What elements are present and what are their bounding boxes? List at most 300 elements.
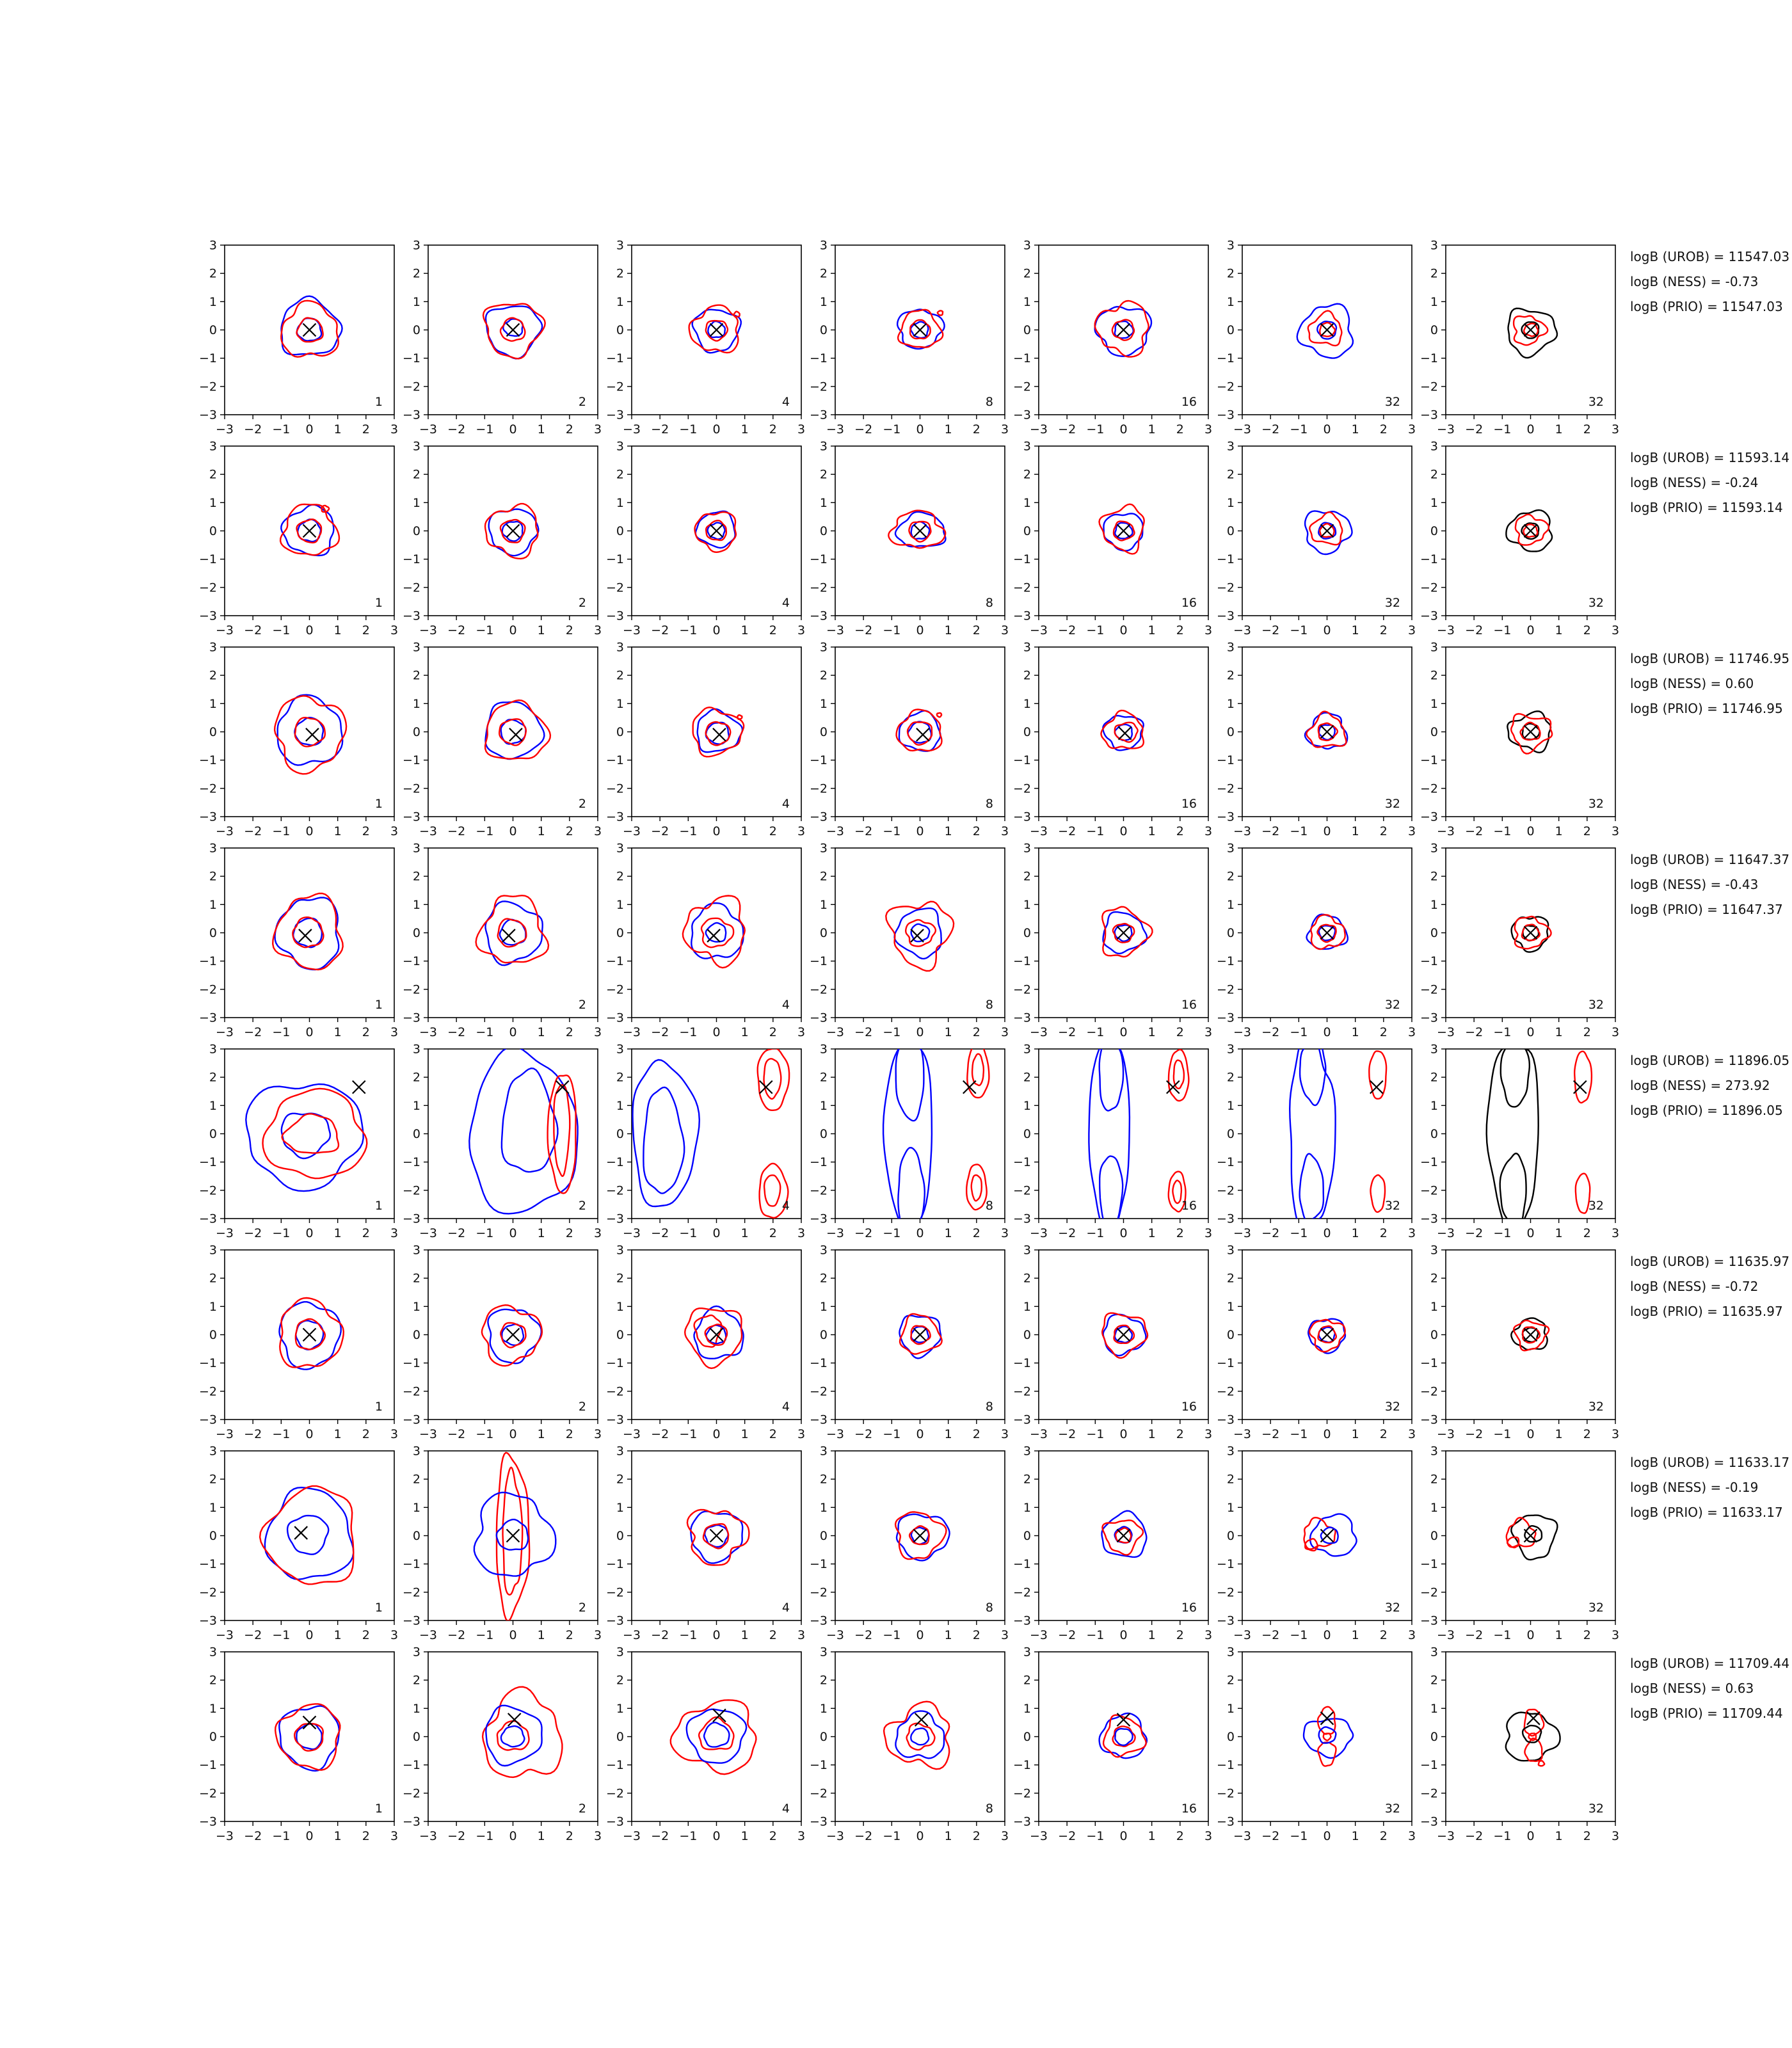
subplot-canvas bbox=[390, 1441, 608, 1651]
x-tick-label: 3 bbox=[797, 623, 806, 637]
x-tick-label: 3 bbox=[1000, 1628, 1009, 1642]
y-tick-label: 0 bbox=[412, 725, 420, 739]
subplot-canvas bbox=[390, 236, 608, 445]
x-tick-label: 3 bbox=[1407, 422, 1416, 436]
subplot-r4-c1 bbox=[186, 838, 404, 1048]
y-tick-label: 3 bbox=[1023, 640, 1031, 655]
x-tick-label: 0 bbox=[1323, 623, 1331, 637]
subplot-canvas bbox=[1000, 637, 1219, 847]
y-tick-label: 2 bbox=[209, 1673, 217, 1688]
row-annotations-r7 bbox=[1630, 1451, 1792, 1620]
x-tick-label: −1 bbox=[883, 1025, 901, 1039]
logb-urob-label: logB (UROB) = 11547.03 bbox=[1630, 249, 1790, 264]
x-tick-label: 1 bbox=[1351, 1427, 1359, 1441]
y-tick-label: −3 bbox=[1012, 1412, 1031, 1427]
x-tick-label: −1 bbox=[476, 422, 494, 436]
y-tick-label: 3 bbox=[209, 439, 217, 454]
y-tick-label: −3 bbox=[1216, 1212, 1235, 1226]
y-tick-label: 3 bbox=[1226, 640, 1235, 655]
y-tick-label: 3 bbox=[616, 841, 624, 856]
subplot-r4-c6 bbox=[1204, 838, 1422, 1048]
y-tick-label: 1 bbox=[1226, 1500, 1235, 1515]
x-tick-label: −2 bbox=[854, 1025, 873, 1039]
subplot-r3-c7 bbox=[1407, 637, 1626, 847]
subplot-canvas bbox=[1204, 838, 1422, 1048]
y-tick-label: 1 bbox=[1226, 1098, 1235, 1113]
subplot-canvas bbox=[797, 1240, 1015, 1450]
y-tick-label: 2 bbox=[1023, 869, 1031, 884]
subplot-canvas bbox=[797, 838, 1015, 1048]
subplot-canvas bbox=[1000, 838, 1219, 1048]
x-tick-label: 3 bbox=[1000, 1025, 1009, 1039]
x-tick-label: −1 bbox=[679, 824, 698, 838]
subplot-r5-c2 bbox=[390, 1039, 608, 1249]
y-tick-label: 2 bbox=[412, 668, 420, 683]
corner-label: 32 bbox=[1384, 1601, 1400, 1615]
x-tick-label: 1 bbox=[1351, 422, 1359, 436]
y-tick-label: −2 bbox=[809, 1183, 828, 1198]
y-tick-label: 2 bbox=[412, 869, 420, 884]
x-tick-label: −2 bbox=[1261, 1025, 1280, 1039]
x-tick-label: −3 bbox=[419, 623, 438, 637]
y-tick-label: −2 bbox=[1012, 1183, 1031, 1198]
x-tick-label: −2 bbox=[854, 824, 873, 838]
y-tick-label: −2 bbox=[1012, 580, 1031, 595]
axes-frame bbox=[632, 1049, 801, 1219]
x-tick-label: −3 bbox=[826, 623, 845, 637]
x-tick-label: −2 bbox=[244, 623, 262, 637]
subplot-canvas bbox=[1407, 1240, 1626, 1450]
y-tick-label: 0 bbox=[209, 725, 217, 739]
x-tick-label: −1 bbox=[1086, 1226, 1105, 1240]
y-tick-label: 3 bbox=[819, 841, 828, 856]
y-tick-label: 2 bbox=[1023, 266, 1031, 281]
axes-frame bbox=[1446, 1652, 1615, 1821]
x-tick-label: 3 bbox=[593, 1628, 602, 1642]
y-tick-label: −1 bbox=[809, 552, 828, 567]
x-tick-label: 1 bbox=[944, 1025, 952, 1039]
x-tick-label: −3 bbox=[1233, 623, 1252, 637]
x-tick-label: 0 bbox=[712, 1829, 721, 1843]
corner-label: 32 bbox=[1384, 596, 1400, 610]
y-tick-label: 0 bbox=[616, 524, 624, 538]
x-tick-label: −1 bbox=[1493, 1829, 1512, 1843]
y-tick-label: −1 bbox=[605, 552, 624, 567]
y-tick-label: 2 bbox=[1226, 1070, 1235, 1085]
y-tick-label: −3 bbox=[1216, 810, 1235, 824]
y-tick-label: −1 bbox=[1420, 1356, 1438, 1371]
y-tick-label: 3 bbox=[1226, 1042, 1235, 1057]
x-tick-label: 2 bbox=[1379, 422, 1388, 436]
x-tick-label: 1 bbox=[1148, 1628, 1156, 1642]
y-tick-label: −3 bbox=[402, 1011, 420, 1025]
x-tick-label: −3 bbox=[1436, 824, 1455, 838]
y-tick-label: −1 bbox=[198, 552, 217, 567]
subplot-canvas bbox=[1407, 1441, 1626, 1651]
x-tick-label: 0 bbox=[509, 623, 517, 637]
y-tick-label: −3 bbox=[1420, 810, 1438, 824]
y-tick-label: −1 bbox=[809, 351, 828, 366]
y-tick-label: 2 bbox=[616, 869, 624, 884]
x-tick-label: 0 bbox=[1526, 623, 1535, 637]
y-tick-label: 1 bbox=[1430, 696, 1438, 711]
x-tick-label: 3 bbox=[1407, 1628, 1416, 1642]
x-tick-label: −3 bbox=[1029, 1427, 1048, 1441]
y-tick-label: −3 bbox=[605, 1613, 624, 1628]
x-tick-label: −1 bbox=[272, 1025, 291, 1039]
subplot-canvas bbox=[186, 637, 404, 847]
x-tick-label: 1 bbox=[537, 623, 545, 637]
x-tick-label: −1 bbox=[1290, 1427, 1308, 1441]
y-tick-label: 0 bbox=[1430, 1529, 1438, 1543]
y-tick-label: 3 bbox=[616, 238, 624, 253]
y-tick-label: 0 bbox=[1023, 323, 1031, 337]
x-tick-label: −1 bbox=[1290, 824, 1308, 838]
x-tick-label: −1 bbox=[272, 1628, 291, 1642]
subplot-r7-c3 bbox=[593, 1441, 812, 1651]
subplot-r6-c1 bbox=[186, 1240, 404, 1450]
y-tick-label: 1 bbox=[1023, 1500, 1031, 1515]
y-tick-label: 1 bbox=[1430, 1500, 1438, 1515]
y-tick-label: −3 bbox=[809, 1011, 828, 1025]
x-tick-label: −1 bbox=[679, 1226, 698, 1240]
y-tick-label: 1 bbox=[616, 495, 624, 510]
x-tick-label: 0 bbox=[305, 1226, 314, 1240]
y-tick-label: 1 bbox=[1023, 1098, 1031, 1113]
x-tick-label: 0 bbox=[712, 623, 721, 637]
x-tick-label: 3 bbox=[1611, 824, 1620, 838]
subplot-r4-c5 bbox=[1000, 838, 1219, 1048]
y-tick-label: −1 bbox=[1216, 753, 1235, 768]
x-tick-label: 0 bbox=[1323, 1025, 1331, 1039]
x-tick-label: 3 bbox=[797, 1628, 806, 1642]
x-tick-label: 3 bbox=[797, 1829, 806, 1843]
x-tick-label: −1 bbox=[476, 623, 494, 637]
x-tick-label: −1 bbox=[1493, 1025, 1512, 1039]
y-tick-label: −1 bbox=[605, 351, 624, 366]
x-tick-label: 1 bbox=[1148, 422, 1156, 436]
y-tick-label: −2 bbox=[402, 380, 420, 394]
x-tick-label: −1 bbox=[272, 824, 291, 838]
x-tick-label: −2 bbox=[854, 1427, 873, 1441]
x-tick-label: 2 bbox=[362, 1226, 370, 1240]
y-tick-label: 2 bbox=[616, 1070, 624, 1085]
y-tick-label: 0 bbox=[1430, 1730, 1438, 1744]
x-tick-label: 1 bbox=[740, 1427, 749, 1441]
logb-urob-label: logB (UROB) = 11746.95 bbox=[1630, 651, 1790, 666]
y-tick-label: −2 bbox=[1420, 380, 1438, 394]
subplot-canvas bbox=[797, 1642, 1015, 1852]
subplot-r5-c3 bbox=[593, 1039, 812, 1249]
x-tick-label: −3 bbox=[1029, 1025, 1048, 1039]
x-tick-label: −1 bbox=[1086, 1628, 1105, 1642]
y-tick-label: −1 bbox=[1420, 1155, 1438, 1170]
subplot-canvas bbox=[593, 236, 812, 445]
x-tick-label: −2 bbox=[447, 1025, 466, 1039]
y-tick-label: 0 bbox=[616, 1127, 624, 1141]
x-tick-label: 2 bbox=[972, 1628, 980, 1642]
x-tick-label: 1 bbox=[1555, 1226, 1563, 1240]
y-tick-label: −3 bbox=[402, 609, 420, 623]
x-tick-label: 3 bbox=[1407, 623, 1416, 637]
x-tick-label: −3 bbox=[1029, 422, 1048, 436]
y-tick-label: 2 bbox=[1226, 1271, 1235, 1286]
y-tick-label: −3 bbox=[402, 1412, 420, 1427]
y-tick-label: 2 bbox=[1430, 1673, 1438, 1688]
y-tick-label: 2 bbox=[616, 1472, 624, 1487]
y-tick-label: 3 bbox=[209, 640, 217, 655]
logb-prio-label: logB (PRIO) = 11709.44 bbox=[1630, 1706, 1783, 1721]
x-tick-label: −3 bbox=[215, 422, 234, 436]
x-tick-label: 3 bbox=[1611, 1628, 1620, 1642]
subplot-canvas bbox=[1204, 1441, 1422, 1651]
x-tick-label: −1 bbox=[476, 1628, 494, 1642]
x-tick-label: −3 bbox=[826, 1427, 845, 1441]
x-tick-label: 0 bbox=[305, 1829, 314, 1843]
subplot-r6-c3 bbox=[593, 1240, 812, 1450]
x-tick-label: 1 bbox=[944, 1427, 952, 1441]
y-tick-label: −3 bbox=[1420, 408, 1438, 422]
x-tick-label: 2 bbox=[1583, 1025, 1591, 1039]
x-tick-label: −1 bbox=[679, 623, 698, 637]
subplot-canvas bbox=[593, 838, 812, 1048]
corner-label: 2 bbox=[578, 395, 586, 409]
x-tick-label: 1 bbox=[1351, 1628, 1359, 1642]
y-tick-label: −3 bbox=[402, 1814, 420, 1829]
y-tick-label: 2 bbox=[1430, 869, 1438, 884]
logb-ness-label: logB (NESS) = -0.19 bbox=[1630, 1480, 1759, 1495]
subplot-r7-c7 bbox=[1407, 1441, 1626, 1651]
x-tick-label: 0 bbox=[1323, 1427, 1331, 1441]
logb-prio-label: logB (PRIO) = 11633.17 bbox=[1630, 1505, 1783, 1520]
y-tick-label: 1 bbox=[1430, 294, 1438, 309]
x-tick-label: 1 bbox=[1351, 623, 1359, 637]
y-tick-label: −3 bbox=[198, 1814, 217, 1829]
y-tick-label: 1 bbox=[209, 897, 217, 912]
x-tick-label: −3 bbox=[826, 1226, 845, 1240]
x-tick-label: −2 bbox=[1465, 1628, 1484, 1642]
y-tick-label: 3 bbox=[209, 1243, 217, 1258]
y-tick-label: 2 bbox=[1023, 1070, 1031, 1085]
y-tick-label: −3 bbox=[1420, 1613, 1438, 1628]
corner-label: 4 bbox=[781, 1802, 790, 1816]
y-tick-label: 1 bbox=[819, 1701, 828, 1716]
x-tick-label: 2 bbox=[769, 623, 777, 637]
subplot-r1-c2 bbox=[390, 236, 608, 445]
x-tick-label: 1 bbox=[1148, 1829, 1156, 1843]
subplot-r5-c5 bbox=[1000, 1039, 1219, 1249]
y-tick-label: 2 bbox=[616, 668, 624, 683]
y-tick-label: −2 bbox=[1012, 1384, 1031, 1399]
x-tick-label: −1 bbox=[883, 1628, 901, 1642]
x-tick-label: 3 bbox=[593, 422, 602, 436]
y-tick-label: 0 bbox=[1023, 1127, 1031, 1141]
x-tick-label: −2 bbox=[651, 824, 669, 838]
x-tick-label: 2 bbox=[1379, 1427, 1388, 1441]
corner-label: 32 bbox=[1384, 1400, 1400, 1414]
x-tick-label: −2 bbox=[447, 422, 466, 436]
y-tick-label: 1 bbox=[819, 1098, 828, 1113]
x-tick-label: 3 bbox=[1204, 1226, 1213, 1240]
x-tick-label: 1 bbox=[537, 1025, 545, 1039]
x-tick-label: 2 bbox=[1379, 623, 1388, 637]
subplot-r2-c1 bbox=[186, 436, 404, 646]
x-tick-label: 3 bbox=[1611, 623, 1620, 637]
y-tick-label: 3 bbox=[1023, 1444, 1031, 1459]
x-tick-label: 3 bbox=[1407, 824, 1416, 838]
y-tick-label: −2 bbox=[1012, 1585, 1031, 1600]
y-tick-label: 3 bbox=[412, 238, 420, 253]
x-tick-label: 0 bbox=[916, 824, 924, 838]
y-tick-label: −2 bbox=[1216, 982, 1235, 997]
y-tick-label: −3 bbox=[198, 408, 217, 422]
y-tick-label: 1 bbox=[412, 1701, 420, 1716]
subplot-r4-c3 bbox=[593, 838, 812, 1048]
y-tick-label: −3 bbox=[1216, 1011, 1235, 1025]
y-tick-label: 2 bbox=[819, 869, 828, 884]
subplot-r6-c2 bbox=[390, 1240, 608, 1450]
x-tick-label: −2 bbox=[854, 1829, 873, 1843]
x-tick-label: −2 bbox=[1261, 1829, 1280, 1843]
x-tick-label: −2 bbox=[1261, 422, 1280, 436]
axes-frame bbox=[428, 848, 598, 1018]
corner-label: 1 bbox=[374, 998, 383, 1012]
y-tick-label: 1 bbox=[412, 1299, 420, 1314]
corner-label: 8 bbox=[985, 797, 993, 811]
x-tick-label: −2 bbox=[447, 623, 466, 637]
y-tick-label: 0 bbox=[616, 323, 624, 337]
x-tick-label: 1 bbox=[1555, 1427, 1563, 1441]
y-tick-label: 2 bbox=[1226, 869, 1235, 884]
subplot-r4-c7 bbox=[1407, 838, 1626, 1048]
x-tick-label: −2 bbox=[854, 1628, 873, 1642]
corner-label: 8 bbox=[985, 1601, 993, 1615]
y-tick-label: −3 bbox=[1216, 609, 1235, 623]
x-tick-label: 1 bbox=[740, 824, 749, 838]
x-tick-label: 1 bbox=[944, 824, 952, 838]
x-tick-label: −3 bbox=[1436, 1427, 1455, 1441]
x-tick-label: 2 bbox=[769, 1025, 777, 1039]
corner-label: 4 bbox=[781, 797, 790, 811]
y-tick-label: 0 bbox=[412, 1529, 420, 1543]
y-tick-label: −2 bbox=[1216, 1585, 1235, 1600]
y-tick-label: −3 bbox=[605, 1814, 624, 1829]
subplot-r3-c6 bbox=[1204, 637, 1422, 847]
x-tick-label: −2 bbox=[1058, 1226, 1076, 1240]
x-tick-label: 2 bbox=[565, 1628, 573, 1642]
y-tick-label: 3 bbox=[412, 1243, 420, 1258]
y-tick-label: 0 bbox=[412, 524, 420, 538]
x-tick-label: −3 bbox=[1436, 422, 1455, 436]
corner-label: 1 bbox=[374, 395, 383, 409]
corner-label: 8 bbox=[985, 998, 993, 1012]
y-tick-label: −1 bbox=[605, 753, 624, 768]
x-tick-label: 0 bbox=[1526, 1427, 1535, 1441]
y-tick-label: 2 bbox=[1430, 1472, 1438, 1487]
y-tick-label: 1 bbox=[1023, 495, 1031, 510]
y-tick-label: −2 bbox=[605, 1384, 624, 1399]
subplot-canvas bbox=[1000, 436, 1219, 646]
subplot-canvas bbox=[593, 1441, 812, 1651]
x-tick-label: 0 bbox=[916, 422, 924, 436]
x-tick-label: 1 bbox=[537, 1226, 545, 1240]
axes-frame bbox=[835, 1652, 1005, 1821]
y-tick-label: 3 bbox=[616, 1243, 624, 1258]
subplot-canvas bbox=[797, 1039, 1015, 1249]
logb-ness-label: logB (NESS) = -0.73 bbox=[1630, 274, 1759, 289]
subplot-canvas bbox=[390, 1240, 608, 1450]
y-tick-label: 2 bbox=[1430, 1271, 1438, 1286]
y-tick-label: 1 bbox=[1023, 897, 1031, 912]
x-tick-label: −3 bbox=[622, 1829, 641, 1843]
y-tick-label: 3 bbox=[616, 1645, 624, 1660]
y-tick-label: −3 bbox=[402, 408, 420, 422]
y-tick-label: 0 bbox=[209, 1328, 217, 1342]
x-tick-label: 0 bbox=[712, 1427, 721, 1441]
corner-label: 2 bbox=[578, 1199, 586, 1213]
y-tick-label: 1 bbox=[412, 495, 420, 510]
subplot-canvas bbox=[390, 637, 608, 847]
x-tick-label: −1 bbox=[272, 623, 291, 637]
y-tick-label: 3 bbox=[819, 1042, 828, 1057]
x-tick-label: −3 bbox=[1436, 1025, 1455, 1039]
x-tick-label: −3 bbox=[419, 1427, 438, 1441]
x-tick-label: −3 bbox=[1436, 1829, 1455, 1843]
subplot-r3-c1 bbox=[186, 637, 404, 847]
x-tick-label: −3 bbox=[622, 1628, 641, 1642]
corner-label: 4 bbox=[781, 998, 790, 1012]
y-tick-label: 1 bbox=[1430, 495, 1438, 510]
corner-label: 32 bbox=[1588, 1199, 1604, 1213]
x-tick-label: 0 bbox=[305, 623, 314, 637]
corner-label: 32 bbox=[1384, 1802, 1400, 1816]
subplot-r5-c4 bbox=[797, 1039, 1015, 1249]
y-tick-label: 1 bbox=[1226, 696, 1235, 711]
y-tick-label: 1 bbox=[1023, 696, 1031, 711]
x-tick-label: −1 bbox=[679, 1427, 698, 1441]
subplot-canvas bbox=[593, 1240, 812, 1450]
y-tick-label: −3 bbox=[605, 1011, 624, 1025]
x-tick-label: 0 bbox=[1119, 1226, 1128, 1240]
y-tick-label: −1 bbox=[198, 1356, 217, 1371]
y-tick-label: 1 bbox=[209, 294, 217, 309]
subplot-r7-c5 bbox=[1000, 1441, 1219, 1651]
y-tick-label: −2 bbox=[605, 982, 624, 997]
x-tick-label: −1 bbox=[1086, 623, 1105, 637]
corner-label: 1 bbox=[374, 1601, 383, 1615]
y-tick-label: −3 bbox=[402, 1212, 420, 1226]
subplot-canvas bbox=[593, 1039, 812, 1249]
logb-ness-label: logB (NESS) = 273.92 bbox=[1630, 1078, 1770, 1093]
y-tick-label: −3 bbox=[198, 1011, 217, 1025]
x-tick-label: 2 bbox=[1176, 1025, 1184, 1039]
axes-frame bbox=[428, 1652, 598, 1821]
y-tick-label: −2 bbox=[402, 781, 420, 796]
x-tick-label: −2 bbox=[244, 1025, 262, 1039]
subplot-canvas bbox=[797, 1441, 1015, 1651]
y-tick-label: 1 bbox=[412, 696, 420, 711]
y-tick-label: 1 bbox=[209, 696, 217, 711]
corner-label: 1 bbox=[374, 1802, 383, 1816]
x-tick-label: 2 bbox=[1379, 824, 1388, 838]
subplot-r7-c6 bbox=[1204, 1441, 1422, 1651]
y-tick-label: 1 bbox=[412, 1098, 420, 1113]
y-tick-label: 1 bbox=[819, 294, 828, 309]
corner-label: 32 bbox=[1588, 998, 1604, 1012]
x-tick-label: −2 bbox=[1058, 1628, 1076, 1642]
axes-frame bbox=[835, 1049, 1005, 1219]
subplot-canvas bbox=[1204, 436, 1422, 646]
